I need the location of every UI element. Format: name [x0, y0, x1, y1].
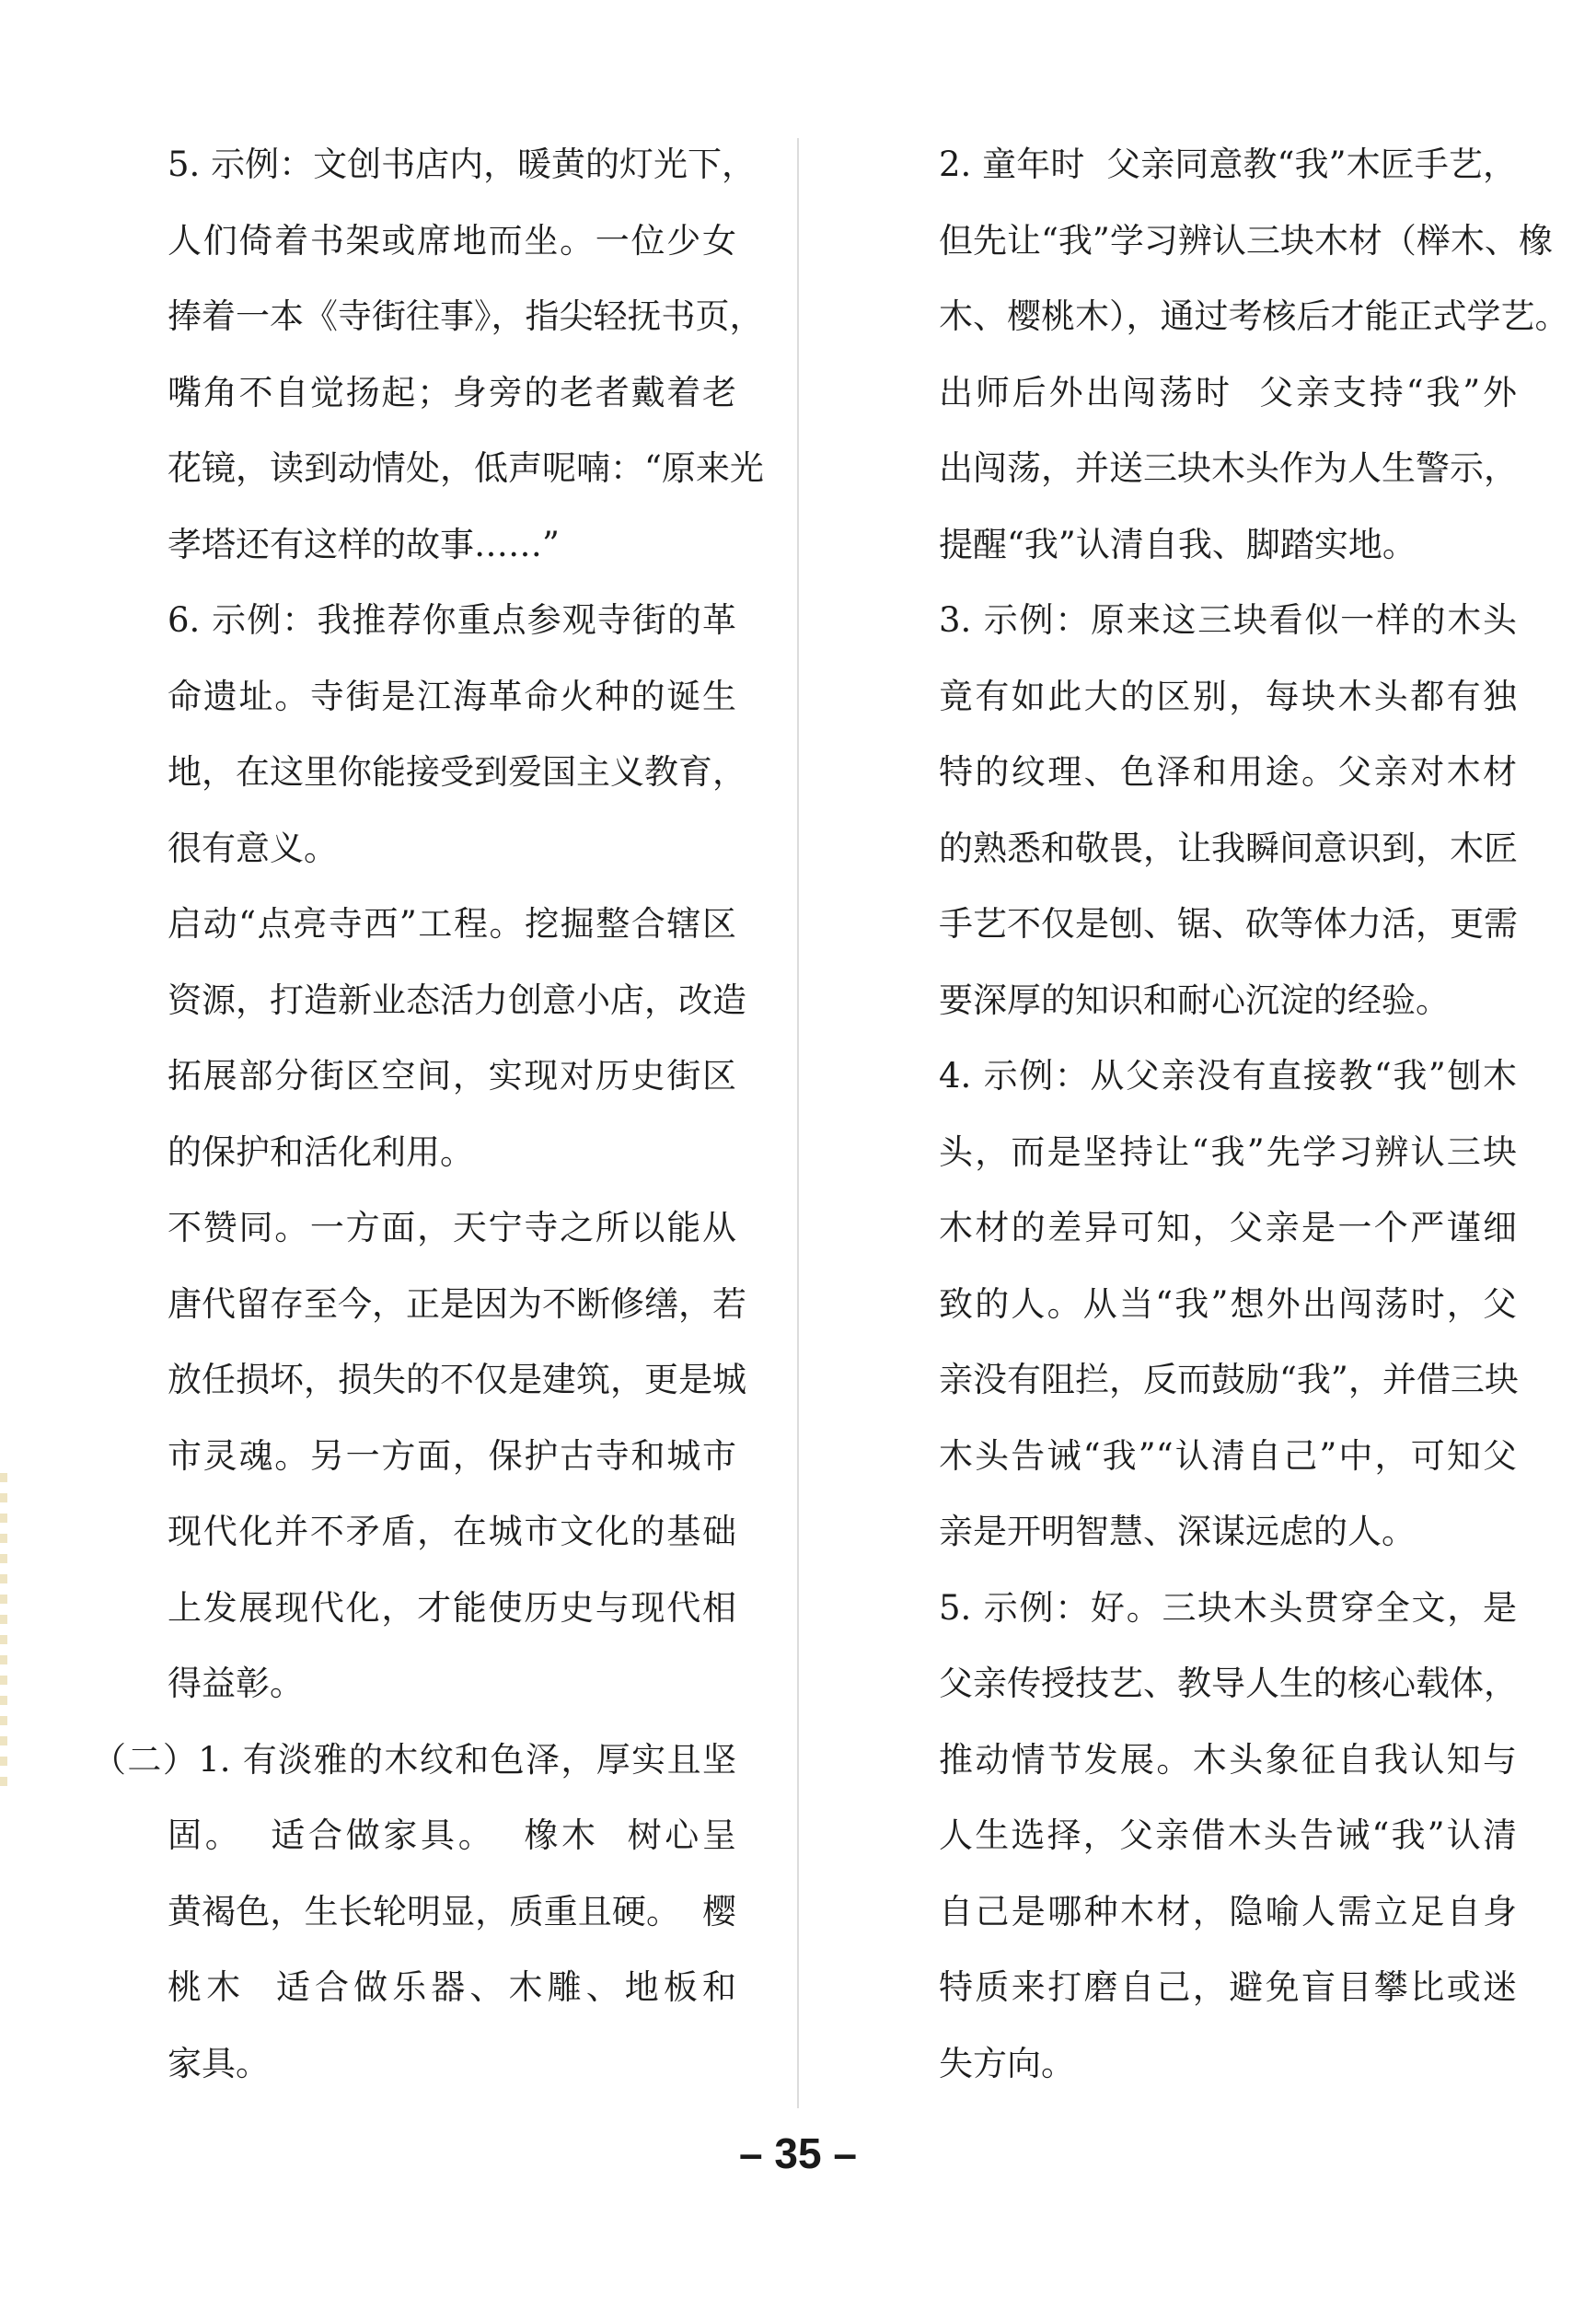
text-line: 黄褐色，生长轮明显，质重且硬。 樱: [168, 1891, 736, 1931]
page-number: – 35 –: [739, 2129, 857, 2177]
text-line: 亲没有阻拦，反而鼓励“我”，并借三块: [939, 1360, 1519, 1399]
text-line: 提醒“我”认清自我、脚踏实地。: [939, 524, 1417, 564]
text-line: 木头告诫“我”“认清自己”中，可知父: [939, 1435, 1517, 1476]
text-line: 自己是哪种木材，隐喻人需立足自身: [939, 1891, 1517, 1931]
text-line: 致的人。从当“我”想外出闯荡时，父: [939, 1283, 1517, 1324]
text-line: 家具。: [168, 2043, 270, 2083]
text-line: 特质来打磨自己，避免盲目攀比或迷: [939, 1967, 1517, 2007]
text-line: 失方向。: [939, 2043, 1075, 2083]
text-line: 放任损坏，损失的不仅是建筑，更是城: [168, 1360, 746, 1399]
text-line: （二）1. 有淡雅的木纹和色泽，厚实且坚: [92, 1739, 736, 1780]
text-line: 得益彰。: [168, 1664, 304, 1703]
text-line: 推动情节发展。木头象征自我认知与: [939, 1739, 1517, 1780]
text-line: 竟有如此大的区别，每块木头都有独: [939, 676, 1517, 716]
text-line: 出闯荡，并送三块木头作为人生警示，: [939, 448, 1518, 488]
text-line: 头，而是坚持让“我”先学习辨认三块: [939, 1131, 1517, 1172]
text-line: 亲是开明智慧、深谋远虑的人。: [939, 1512, 1416, 1551]
text-line: 花镜，读到动情处，低声呢喃：“原来光: [168, 448, 764, 488]
text-line: 4. 示例：从父亲没有直接教“我”刨木: [939, 1056, 1517, 1096]
text-line: 上发展现代化，才能使历史与现代相: [168, 1587, 736, 1628]
text-line: 父亲传授技艺、教导人生的核心载体，: [939, 1664, 1518, 1703]
text-line: 3. 示例：原来这三块看似一样的木头: [939, 600, 1517, 640]
text-line: 5. 示例：文创书店内，暖黄的灯光下，: [168, 145, 757, 184]
text-line: 特的纹理、色泽和用途。父亲对木材: [939, 752, 1517, 792]
text-line: 命遗址。寺街是江海革命火种的诞生: [168, 676, 736, 716]
left-column: [92, 127, 764, 2102]
text-line: 人们倚着书架或席地而坐。一位少女: [168, 220, 736, 261]
text-line: 很有意义。: [168, 828, 338, 868]
text-line: 出师后外出闯荡时 父亲支持“我”外: [939, 372, 1517, 412]
text-line: 5. 示例：好。三块木头贯穿全文，是: [939, 1587, 1517, 1628]
text-line: 资源，打造新业态活力创意小店，改造: [168, 980, 746, 1020]
text-line: 拓展部分街区空间，实现对历史街区: [168, 1056, 736, 1096]
column-divider: [797, 138, 799, 2108]
text-line: 木材的差异可知，父亲是一个严谨细: [939, 1208, 1517, 1247]
text-line: 嘴角不自觉扬起；身旁的老者戴着老: [168, 372, 736, 412]
text-line: 启动“点亮寺西”工程。挖掘整合辖区: [168, 904, 736, 944]
text-line: 的熟悉和敬畏，让我瞬间意识到，木匠: [939, 828, 1518, 868]
text-line: 现代化并不矛盾，在城市文化的基础: [168, 1512, 736, 1551]
text-line: 孝塔还有这样的故事……”: [168, 524, 560, 564]
text-line: 6. 示例：我推荐你重点参观寺街的革: [168, 600, 736, 640]
page-edge-mark: [0, 1473, 7, 1786]
text-line: 地，在这里你能接受到爱国主义教育，: [168, 752, 746, 792]
text-line: 市灵魂。另一方面，保护古寺和城市: [168, 1435, 736, 1476]
text-line: 人生选择，父亲借木头告诫“我”认清: [939, 1815, 1517, 1855]
text-line: 固。 适合做家具。 橡木 树心呈: [168, 1815, 736, 1855]
text-line: 唐代留存至今，正是因为不断修缮，若: [168, 1283, 746, 1324]
text-line: 但先让“我”学习辨认三块木材（榉木、橡: [939, 220, 1553, 261]
text-line: 的保护和活化利用。: [168, 1131, 474, 1172]
text-line: 不赞同。一方面，天宁寺之所以能从: [168, 1208, 736, 1247]
text-line: 要深厚的知识和耐心沉淀的经验。: [939, 980, 1450, 1020]
text-line: 桃木 适合做乐器、木雕、地板和: [168, 1967, 736, 2007]
text-line: 木、樱桃木），通过考核后才能正式学艺。: [939, 296, 1569, 336]
text-line: 手艺不仅是刨、锯、砍等体力活，更需: [939, 904, 1518, 944]
text-line: 捧着一本《寺街往事》，指尖轻抚书页，: [168, 296, 764, 336]
right-column: [939, 127, 1569, 2102]
text-line: 2. 童年时 父亲同意教“我”木匠手艺，: [939, 145, 1517, 184]
